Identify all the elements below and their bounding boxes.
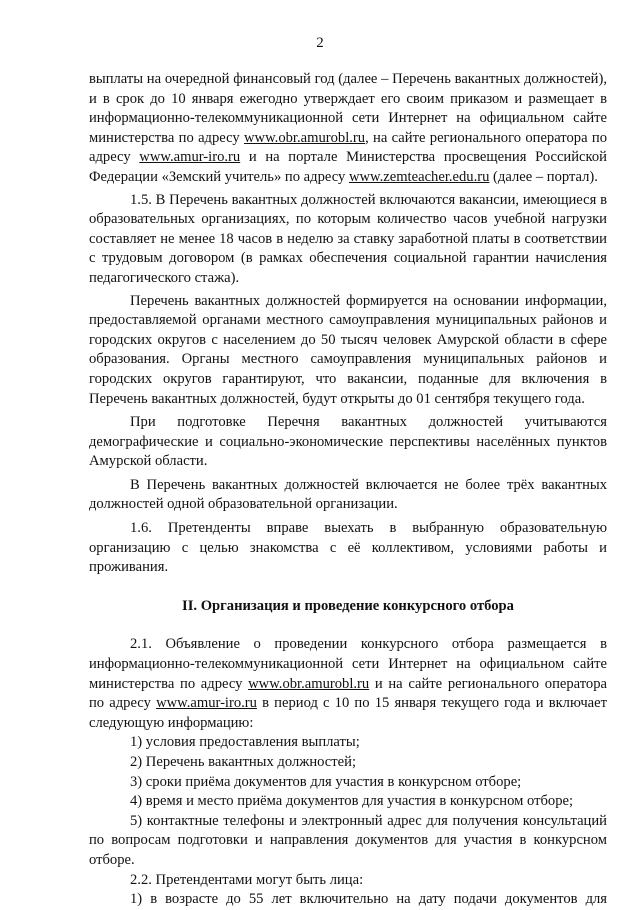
paragraph-three-vacancies: В Перечень вакантных должностей включается не более трёх вакантных должностей одной образовательной организации. [89,476,607,513]
list-item: 1) условия предоставления выплаты; [130,734,360,751]
paragraph-1-5: 1.5. В Перечень вакантных должностей включаются вакансии, имеющиеся в образовательных организациях, по которым количество часов учебной нагрузки составляет не менее 18 часов в неделю за ставку заработной платы в соответствии с трудовым договором (в рамках обеспечения социальной гарантии начисления педагогического стажа). [89,191,607,286]
paragraph-list-formation: Перечень вакантных должностей формируется на основании информации, предоставляемой органами местного самоуправления муниципальных районов и городских округов с населением до 50 тысяч человек Амурской области в сфере образования. Органы местного самоуправления муниципальных районов и городских округов гарантируют, что вакансии, поданные для включения в Перечень вакантных должностей, будут открыты до 01 сентября текущего года. [89,292,607,407]
text-run: выплаты на очередной финансовый год (далее – Перечень вакантных должностей), и в срок до 10 января ежегодно утверждает его своим приказом и размещает в информационно-телекоммуникационной сети Интернет на официальном сайте министерства по адресу [89,71,607,146]
section-heading: II. Организация и проведение конкурсного отбора [182,597,514,614]
list-item: 5) контактные телефоны и электронный адрес для получения консультаций по вопросам подготовки и направления документов для участия в конкурсном отборе. [89,812,607,868]
list-item: 4) время и место приёма документов для участия в конкурсном отборе; [130,793,574,810]
paragraph-1-6: 1.6. Претенденты вправе выехать в выбранную образовательную организацию с целью знакомства с её коллективом, условиями работы и проживания. [89,520,607,576]
paragraph-preparation: При подготовке Перечня вакантных должностей учитываются демографические и социально-экономические перспективы населённых пунктов Амурской области. [89,414,607,470]
link-zemteacher[interactable]: www.zemteacher.edu.ru [348,168,490,185]
list-item: 2) Перечень вакантных должностей; [130,754,356,770]
text-run: (далее – портал). [489,168,598,185]
link-amur-iro-2[interactable]: www.amur-iro.ru [156,695,257,712]
text-run: , на сайте регионального оператора по адресу [89,129,607,166]
text-run: и на сайте регионального оператора по адресу [89,675,608,712]
text-run: в период с 10 по 15 января текущего года и включает следующую информацию: [89,695,607,731]
paragraph-2-2-item-1: 1) в возрасте до 55 лет включительно на дату подачи документов для [130,891,607,908]
paragraph-continuation [89,70,607,188]
link-obr-amurobl-2[interactable]: www.obr.amurobl.ru [248,675,370,692]
link-amur-iro[interactable]: www.amur-iro.ru [139,149,241,166]
list-item: 3) сроки приёма документов для участия в конкурсном отборе; [130,773,522,790]
paragraph-2-2: 2.2. Претендентами могут быть лица: [130,871,364,888]
text-run: и на портале Министерства просвещения Российской Федерации «Земский учитель» по адресу [89,149,607,185]
link-obr-amurobl[interactable]: www.obr.amurobl.ru [244,129,366,146]
page-number: 2 [316,35,324,51]
text-run: 2.1. Объявление о проведении конкурсного отбора размещается в информационно-телекоммуникационной сети Интернет на официальном сайте министерства по адресу [89,636,607,692]
document-body [89,70,607,910]
paragraph-2-1 [89,635,607,733]
